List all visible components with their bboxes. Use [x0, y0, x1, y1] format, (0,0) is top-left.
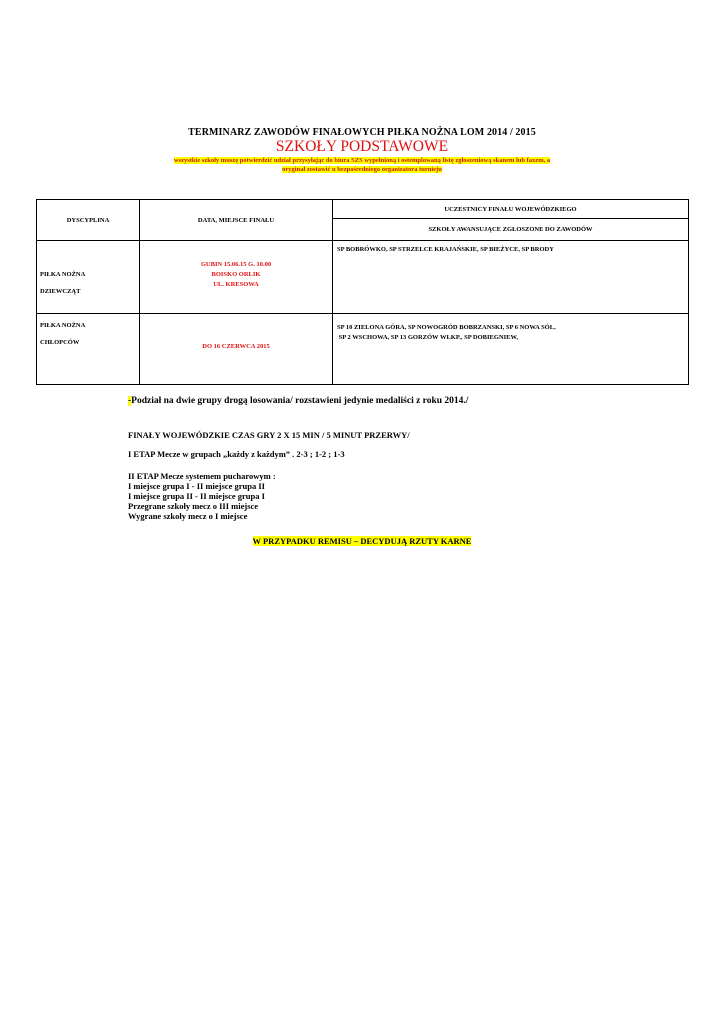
etap-2-title: II ETAP Mecze systemem pucharowym :	[128, 471, 276, 481]
table-row	[37, 241, 689, 314]
header-date-place: DATA, MIEJSCE FINAŁU	[140, 200, 333, 241]
schools-line-2: SP 2 WSCHOWA, SP 13 GORZÓW WLKP., SP DOBIEGNIEW,	[337, 334, 519, 341]
discipline-line-1: PIŁKA NOŻNA	[40, 322, 86, 329]
discipline-line-2: CHŁOPCÓW	[40, 339, 80, 346]
notice-line-2: oryginał zostawić u bezpośredniego organizatora turnieju	[282, 166, 442, 173]
discipline-line-2: DZIEWCZĄT	[40, 288, 81, 295]
table-row	[37, 314, 689, 385]
header-discipline: DYSCYPLINA	[37, 200, 140, 241]
date-line-1: GUBIN 15.06.15 G. 10.00	[200, 261, 272, 268]
date-line-3: UL. KRESOWA	[213, 281, 259, 288]
schools-line-1: SP BOBRÓWKO, SP STRZELCE KRAJAŃSKIE, SP BIEŻYCE, SP BRODY	[337, 246, 554, 253]
etap-2-line-1: I miejsce grupa I - II miejsce grupa II	[128, 481, 265, 491]
etap-2-line-2: I miejsce grupa II - II miejsce grupa I	[128, 491, 265, 501]
discipline-line-1: PIŁKA NOŻNA	[40, 271, 86, 278]
highlight-mark: -	[128, 396, 132, 406]
etap-2-line-3: Przegrane szkoły mecz o III miejsce	[128, 501, 259, 511]
row-date-place	[140, 241, 333, 314]
schools-line-1: SP 10 ZIELONA GÓRA, SP NOWOGRÓD BOBRZANSKI, SP 6 NOWA SÓL,	[337, 324, 556, 331]
group-split-text: Podział na dwie grupy drogą losowania/ rozstawieni jedynie medaliści z roku 2014./	[131, 396, 469, 406]
date-line-1: DO 16 CZERWCA 2015	[202, 343, 270, 350]
etap-1: I ETAP Mecze w grupach „każdy z każdym” . 2-3 ; 1-2 ; 1-3	[128, 449, 345, 459]
row-schools	[333, 314, 689, 385]
etap-2	[128, 471, 276, 521]
confirmation-notice	[110, 156, 614, 174]
schedule-table	[36, 199, 689, 385]
row-schools	[333, 241, 689, 314]
document-subtitle: SZKOŁY PODSTAWOWE	[275, 138, 449, 155]
row-date-place	[140, 314, 333, 385]
date-line-2: BOISKO ORLIK	[211, 271, 261, 278]
row-discipline	[37, 314, 140, 385]
document-title: TERMINARZ ZAWODÓW FINAŁOWYCH PIŁKA NOŻNA LOM 2014 / 2015	[188, 127, 536, 138]
row-discipline	[37, 241, 140, 314]
penalty-text: W PRZYPADKU REMISU – DECYDUJĄ RZUTY KARNE	[252, 536, 472, 546]
header-schools: SZKOŁY AWANSUJĄCE ZGŁOSZONE DO ZAWODÓW	[333, 219, 689, 241]
etap-2-line-4: Wygrane szkoły mecz o I miejsce	[128, 511, 248, 521]
penalty-note	[0, 536, 724, 546]
finals-time: FINAŁY WOJEWÓDZKIE CZAS GRY 2 X 15 MIN / 5 MINUT PRZERWY/	[128, 430, 410, 440]
header-participants: UCZESTNICY FINAŁU WOJEWÓDZKIEGO	[333, 200, 689, 219]
group-split-note	[128, 396, 468, 406]
notice-line-1: wszystkie szkoły muszę potwierdzić udział przysyłając do biura SZS wypełnioną i ostemplowaną listę zgłoszeniową skanem lub faxem, a	[173, 157, 551, 164]
